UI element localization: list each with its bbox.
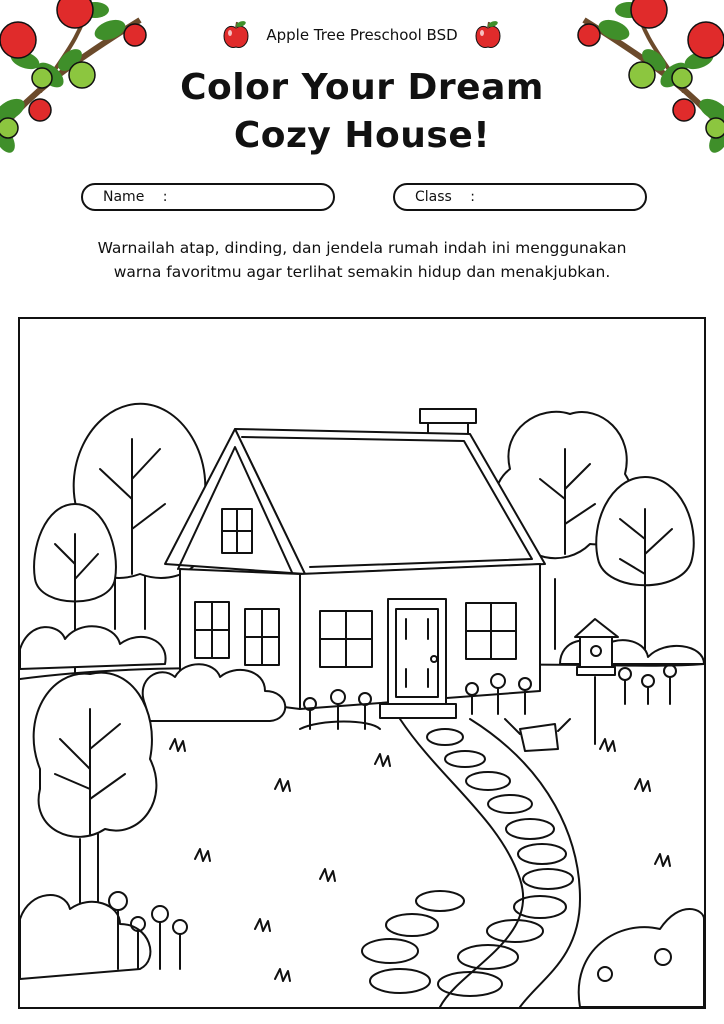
grass-tufts — [170, 739, 670, 981]
name-input[interactable] — [173, 187, 327, 209]
house — [165, 409, 545, 718]
coloring-picture-frame[interactable] — [18, 317, 706, 1009]
title-line-1: Color Your Dream — [180, 67, 544, 108]
house-coloring-illustration[interactable] — [20, 319, 704, 1007]
page-title — [0, 64, 724, 160]
instructions — [60, 236, 664, 284]
class-label: Class — [415, 189, 452, 205]
name-field[interactable] — [81, 183, 335, 211]
bush-front-left — [20, 895, 150, 979]
apple-icon — [474, 20, 502, 50]
instructions-line-1: Warnailah atap, dinding, dan jendela rumah indah ini menggunakan — [97, 239, 627, 257]
class-separator: : — [470, 189, 476, 205]
door-step — [380, 704, 456, 718]
stepping-stone-path — [362, 719, 580, 1007]
bush-left — [20, 626, 166, 669]
name-label: Name — [103, 189, 145, 205]
name-separator: : — [162, 189, 168, 205]
class-field[interactable] — [393, 183, 647, 211]
school-name: Apple Tree Preschool BSD — [266, 26, 458, 44]
flowers-right — [619, 665, 676, 704]
title-line-2: Cozy House! — [233, 115, 491, 156]
bush-front-right — [579, 909, 704, 1007]
instructions-line-2: warna favoritmu agar terlihat semakin hidup dan menakjubkan. — [113, 263, 611, 281]
birdhouse — [575, 619, 618, 744]
school-header — [0, 20, 724, 50]
class-input[interactable] — [485, 187, 639, 209]
apple-icon — [222, 20, 250, 50]
watering-can — [505, 719, 570, 751]
